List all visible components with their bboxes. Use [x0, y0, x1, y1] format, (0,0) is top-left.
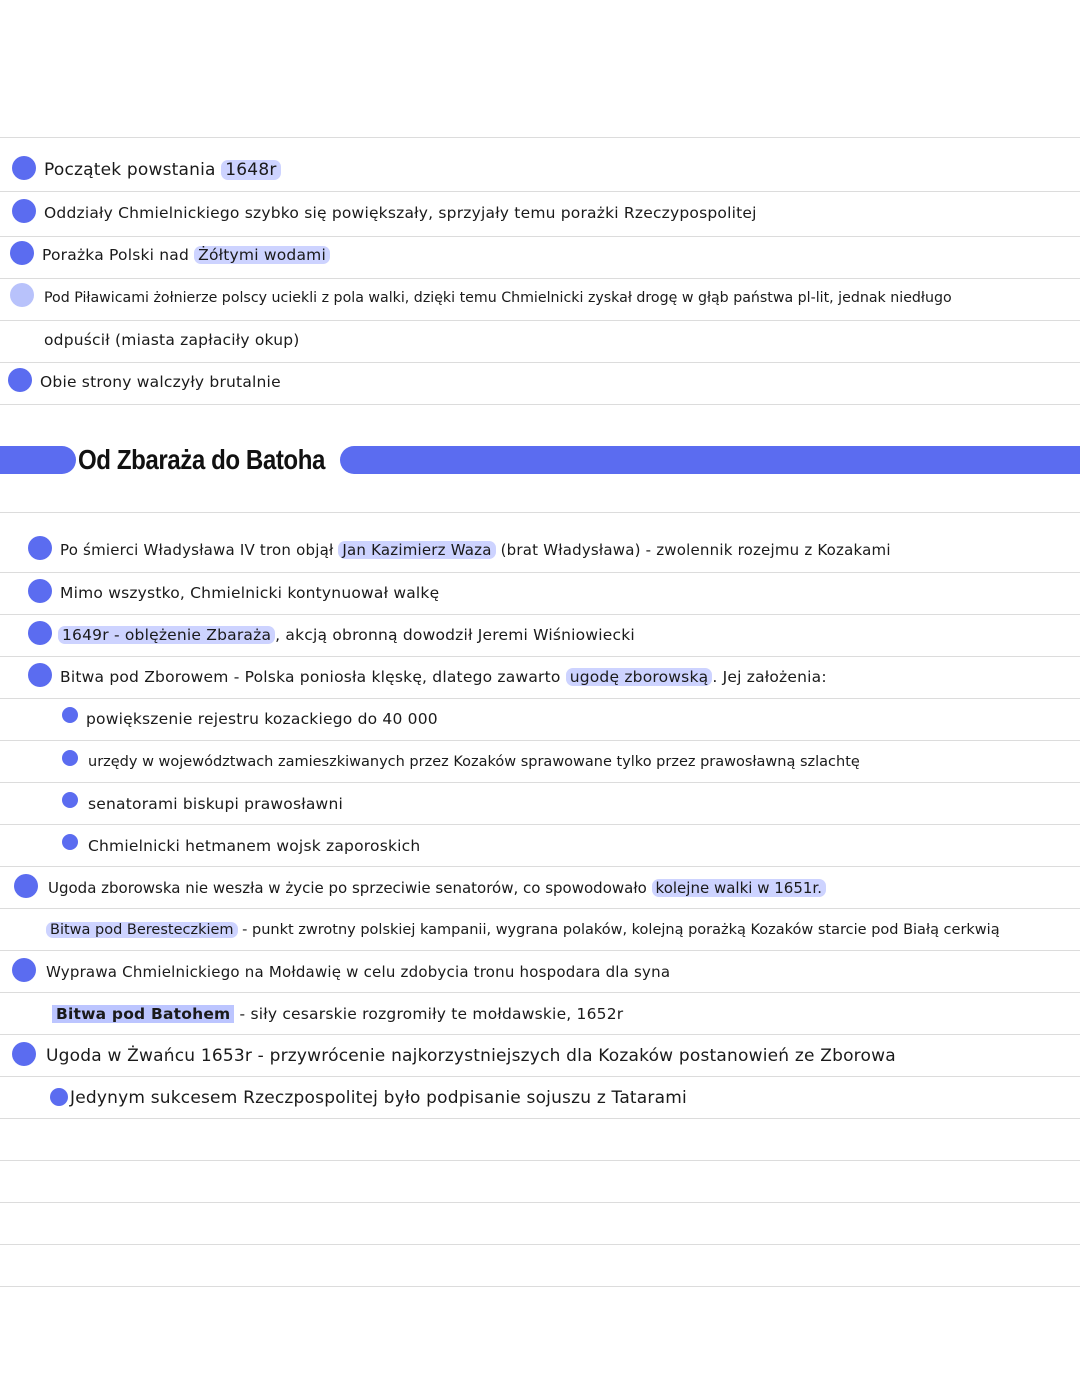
bullet-icon — [62, 792, 78, 808]
bullet-icon — [50, 1088, 68, 1106]
item-text: urzędy w województwach zamieszkiwanych przez Kozaków sprawowane tylko przez prawosławną szlachtę — [88, 754, 860, 770]
bullet-icon — [10, 241, 34, 265]
bullet-icon — [28, 621, 52, 645]
highlight: 1649r - oblężenie Zbaraża — [58, 626, 275, 644]
list-item — [0, 657, 1080, 697]
sub-list-item — [0, 1078, 1080, 1118]
bullet-icon — [14, 874, 38, 898]
list-item — [0, 573, 1080, 613]
list-item-continuation — [0, 910, 1080, 950]
item-text: Mimo wszystko, Chmielnicki kontynuował walkę — [60, 584, 440, 602]
item-text: Po śmierci Władysława IV tron objął — [60, 541, 339, 559]
bullet-icon — [28, 663, 52, 687]
list-item — [0, 952, 1080, 992]
list-item — [0, 362, 1080, 402]
item-text: . Jej założenia: — [712, 668, 827, 686]
item-text: odpuścił (miasta zapłaciły okup) — [44, 331, 300, 349]
list-item — [0, 615, 1080, 655]
bullet-icon — [12, 958, 36, 982]
item-text: Porażka Polski nad — [42, 246, 195, 264]
item-text: Obie strony walczyły brutalnie — [40, 373, 281, 391]
item-text: powiększenie rejestru kozackiego do 40 000 — [86, 710, 438, 728]
item-text: (brat Władysława) - zwolennik rozejmu z Kozakami — [495, 541, 891, 559]
bullet-icon — [8, 368, 32, 392]
item-text: Pod Piławicami żołnierze polscy uciekli z pola walki, dzięki temu Chmielnicki zyskał drogę w głąb państwa pl-lit, jednak niedługo — [44, 290, 952, 306]
item-text: Ugoda w Żwańcu 1653r - przywrócenie najkorzystniejszych dla Kozaków postanowień ze Zborowa — [46, 1046, 896, 1066]
item-text: Chmielnicki hetmanem wojsk zaporoskich — [88, 837, 421, 855]
highlight: Bitwa pod Batohem — [52, 1005, 234, 1023]
bullet-icon — [12, 199, 36, 223]
item-text: Wyprawa Chmielnickiego na Mołdawię w celu zdobycia tronu hospodara dla syna — [46, 963, 671, 981]
sub-list-item — [0, 826, 1080, 866]
list-item-continuation — [0, 320, 1080, 360]
list-item — [0, 235, 1080, 275]
bullet-icon — [62, 707, 78, 723]
item-text: , akcją obronną dowodził Jeremi Wiśniowiecki — [275, 626, 635, 644]
bullet-icon — [62, 834, 78, 850]
highlight: kolejne walki w 1651r. — [652, 879, 826, 897]
bullet-icon — [28, 536, 52, 560]
list-item — [0, 1036, 1080, 1076]
item-text: - punkt zwrotny polskiej kampanii, wygrana polaków, kolejną porażką Kozaków starcie pod Białą cerkwią — [237, 922, 1000, 938]
list-item — [0, 530, 1080, 570]
list-item-continuation — [0, 994, 1080, 1034]
sub-list-item — [0, 742, 1080, 782]
list-item — [0, 278, 1080, 318]
highlight: Żółtymi wodami — [194, 246, 330, 264]
bullet-icon — [62, 750, 78, 766]
highlight: 1648r — [221, 160, 280, 180]
item-text: Bitwa pod Zborowem - Polska poniosła klęskę, dlatego zawarto — [60, 668, 566, 686]
bullet-icon — [12, 1042, 36, 1066]
list-item — [0, 193, 1080, 233]
sub-list-item — [0, 784, 1080, 824]
highlight: Jan Kazimierz Waza — [338, 541, 495, 559]
item-text: senatorami biskupi prawosławni — [88, 795, 343, 813]
highlight: ugodę zborowską — [566, 668, 713, 686]
item-text: Oddziały Chmielnickiego szybko się powiększały, sprzyjały temu porażki Rzeczypospolitej — [44, 204, 757, 222]
heading-banner-right — [340, 446, 1080, 474]
section-heading: Od Zbaraża do Batoha — [78, 444, 325, 475]
list-item — [0, 868, 1080, 908]
item-text: Jedynym sukcesem Rzeczpospolitej było podpisanie sojuszu z Tatarami — [70, 1088, 687, 1108]
bullet-icon — [28, 579, 52, 603]
sub-list-item — [0, 699, 1080, 739]
list-item — [0, 150, 1080, 190]
item-text: Początek powstania — [44, 160, 222, 180]
item-text: Ugoda zborowska nie weszła w życie po sprzeciwie senatorów, co spowodowało — [48, 879, 652, 897]
highlight: Bitwa pod Beresteczkiem — [46, 922, 238, 938]
heading-banner-left — [0, 446, 76, 474]
bullet-icon — [12, 156, 36, 180]
item-text: - siły cesarskie rozgromiły te mołdawskie, 1652r — [234, 1005, 624, 1023]
bullet-icon — [10, 283, 34, 307]
